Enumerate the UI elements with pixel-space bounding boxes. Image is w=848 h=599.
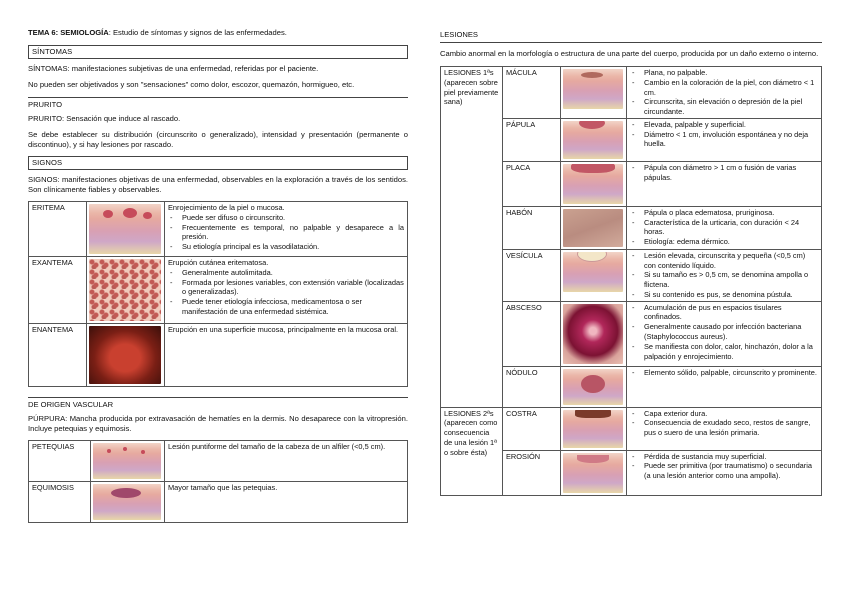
list-item: - Acumulación de pus en espacios tisulares confinados. xyxy=(630,303,818,323)
skin-diagram-icon xyxy=(563,410,623,448)
list-item: - Frecuentemente es temporal, no palpable y desaparece a la presión. xyxy=(168,223,404,243)
sign-intro: Enrojecimiento de la piel o mucosa. xyxy=(168,203,285,213)
table-row xyxy=(29,202,408,257)
prurito-description: Se debe establecer su distribución (circunscrito o generalizado), intensidad y presentación (permanente o discontinuo), y si hay lesiones por rascado. xyxy=(28,130,408,150)
list-item: - Diámetro < 1 cm, involución espontánea y no deja huella. xyxy=(630,130,818,150)
purpura-table xyxy=(28,440,408,523)
sign-description: Erupción en una superficie mucosa, principalmente en la mucosa oral. xyxy=(165,324,408,387)
eritema-image xyxy=(87,202,165,257)
skin-diagram-icon xyxy=(563,369,623,405)
lesion-description xyxy=(627,450,822,495)
skin-diagram-icon xyxy=(89,204,161,254)
list-item: - Consecuencia de exudado seco, restos de sangre, pus o suero de una lesión primaria. xyxy=(630,418,818,438)
list-item: - Pérdida de sustancia muy superficial. xyxy=(630,452,818,462)
enantema-image xyxy=(87,324,165,387)
list-item: - Elevada, palpable y superficial. xyxy=(630,120,818,130)
skin-diagram-icon xyxy=(563,164,623,204)
skin-diagram-icon xyxy=(563,453,623,493)
sign-name: ERITEMA xyxy=(29,202,87,257)
skin-diagram-icon xyxy=(563,252,623,292)
list-item: - Pápula o placa edematosa, pruriginosa. xyxy=(630,208,818,218)
lesion-description xyxy=(627,366,822,407)
lesion-name: ABSCESO xyxy=(503,301,561,366)
habon-image xyxy=(561,206,627,249)
purpura-name: PETEQUIAS xyxy=(29,441,91,482)
table-row xyxy=(29,482,408,523)
lesion-name: NÓDULO xyxy=(503,366,561,407)
section-vascular: DE ORIGEN VASCULAR xyxy=(28,397,408,410)
urticaria-photo-icon xyxy=(563,209,623,247)
rash-photo-icon xyxy=(89,259,161,321)
costra-image xyxy=(561,407,627,450)
exantema-image xyxy=(87,257,165,324)
equimosis-image xyxy=(91,482,165,523)
lesion-name: EROSIÓN xyxy=(503,450,561,495)
table-row xyxy=(441,67,822,119)
lesion-description xyxy=(627,67,822,119)
section-prurito: PRURITO xyxy=(28,97,408,110)
section-signos: SIGNOS xyxy=(28,156,408,170)
list-item: - Puede tener etiología infecciosa, medicamentosa o ser manifestación de una enfermedad sistémica. xyxy=(168,297,404,317)
skin-diagram-icon xyxy=(563,121,623,159)
purpura-definition: PÚRPURA: Mancha producida por extravasación de hematíes en la dermis. No desaparece con la vitropresión. Incluye petequias y equimosis. xyxy=(28,414,408,434)
list-item: - Característica de la urticaria, con duración < 24 horas. xyxy=(630,218,818,238)
list-item: - Se manifiesta con dolor, calor, hinchazón, dolor a la palpación y enrojecimiento. xyxy=(630,342,818,362)
sign-name: ENANTEMA xyxy=(29,324,87,387)
list-item: - Cambio en la coloración de la piel, con diámetro < 1 cm. xyxy=(630,78,818,98)
skin-diagram-icon xyxy=(563,69,623,109)
placa-image xyxy=(561,161,627,206)
vesicula-image xyxy=(561,249,627,301)
lesion-description xyxy=(627,206,822,249)
prurito-definition: PRURITO: Sensación que induce al rascado. xyxy=(28,114,181,124)
list-item: - Capa exterior dura. xyxy=(630,409,818,419)
list-item: - Su etiología principal es la vasodilatación. xyxy=(168,242,404,252)
table-row xyxy=(441,407,822,450)
lesion-name: PÁPULA xyxy=(503,118,561,161)
macula-image xyxy=(561,67,627,119)
list-item: - Lesión elevada, circunscrita y pequeña (<0,5 cm) con contenido líquido. xyxy=(630,251,818,271)
document-title xyxy=(28,28,408,38)
title-bold: TEMA 6: SEMIOLOGÍA xyxy=(28,28,109,37)
lesion-name: VESÍCULA xyxy=(503,249,561,301)
purpura-name: EQUIMOSIS xyxy=(29,482,91,523)
mucosa-photo-icon xyxy=(89,326,161,384)
list-item: - Puede ser primitiva (por traumatismo) o secundaria (a una lesión anterior como una ampolla). xyxy=(630,461,818,481)
purpura-description: Mayor tamaño que las petequias. xyxy=(165,482,408,523)
lesion-name: PLACA xyxy=(503,161,561,206)
lesiones-table xyxy=(440,66,822,496)
table-row xyxy=(29,257,408,324)
table-row xyxy=(29,441,408,482)
sign-intro: Erupción cutánea eritematosa. xyxy=(168,258,269,268)
section-lesiones: LESIONES xyxy=(440,28,822,43)
section-sintomas: SÍNTOMAS xyxy=(28,45,408,59)
lesion-name: MÁCULA xyxy=(503,67,561,119)
lesion-description xyxy=(627,407,822,450)
list-item: - Plana, no palpable. xyxy=(630,68,818,78)
purpura-description: Lesión puntiforme del tamaño de la cabeza de un alfiler (<0,5 cm). xyxy=(165,441,408,482)
title-rest: : Estudio de síntomas y signos de las enfermedades. xyxy=(108,28,287,37)
papula-image xyxy=(561,118,627,161)
group-secondary: LESIONES 2ªs (aparecen como consecuencia de una lesión 1ª o sobre ésta) xyxy=(441,407,503,495)
sign-description xyxy=(165,257,408,324)
lesion-description xyxy=(627,118,822,161)
list-item: - Si su tamaño es > 0,5 cm, se denomina ampolla o flictena. xyxy=(630,270,818,290)
lesion-name: COSTRA xyxy=(503,407,561,450)
sign-name: EXANTEMA xyxy=(29,257,87,324)
table-row xyxy=(29,324,408,387)
lesion-description xyxy=(627,161,822,206)
petequias-image xyxy=(91,441,165,482)
list-item: - Pápula con diámetro > 1 cm o fusión de varias pápulas. xyxy=(630,163,818,183)
abscess-photo-icon xyxy=(563,304,623,364)
lesion-name: HABÓN xyxy=(503,206,561,249)
list-item: - Generalmente autolimitada. xyxy=(168,268,404,278)
skin-diagram-icon xyxy=(93,484,161,520)
lesion-description xyxy=(627,301,822,366)
sign-description xyxy=(165,202,408,257)
list-item: - Circunscrita, sin elevación o depresión de la piel circundante. xyxy=(630,97,818,117)
signos-table xyxy=(28,201,408,387)
list-item: - Etiología: edema dérmico. xyxy=(630,237,818,247)
group-primary: LESIONES 1ªs (aparecen sobre piel previamente sana) xyxy=(441,67,503,408)
list-item: - Formada por lesiones variables, con extensión variable (localizadas o generalizadas). xyxy=(168,278,404,298)
sintomas-description: No pueden ser objetivados y son "sensaciones" como dolor, escozor, quemazón, hormigueo, etc. xyxy=(28,80,355,90)
lesiones-definition: Cambio anormal en la morfología o estructura de una parte del cuerpo, producida por un daño externo o interno. xyxy=(440,49,819,59)
list-item: - Elemento sólido, palpable, circunscrito y prominente. xyxy=(630,368,818,378)
lesion-description xyxy=(627,249,822,301)
erosion-image xyxy=(561,450,627,495)
nodulo-image xyxy=(561,366,627,407)
right-column xyxy=(440,28,822,496)
skin-diagram-icon xyxy=(93,443,161,479)
absceso-image xyxy=(561,301,627,366)
sintomas-definition: SÍNTOMAS: manifestaciones subjetivas de una enfermedad, referidas por el paciente. xyxy=(28,64,319,74)
left-column xyxy=(28,28,408,523)
list-item: - Si su contenido es pus, se denomina pústula. xyxy=(630,290,818,300)
list-item: - Generalmente causado por infección bacteriana (Staphylococcus aureus). xyxy=(630,322,818,342)
signos-definition: SIGNOS: manifestaciones objetivas de una enfermedad, observables en la exploración a través de los sentidos. Son clínicamente fiables y observables. xyxy=(28,175,408,195)
list-item: - Puede ser difuso o circunscrito. xyxy=(168,213,404,223)
